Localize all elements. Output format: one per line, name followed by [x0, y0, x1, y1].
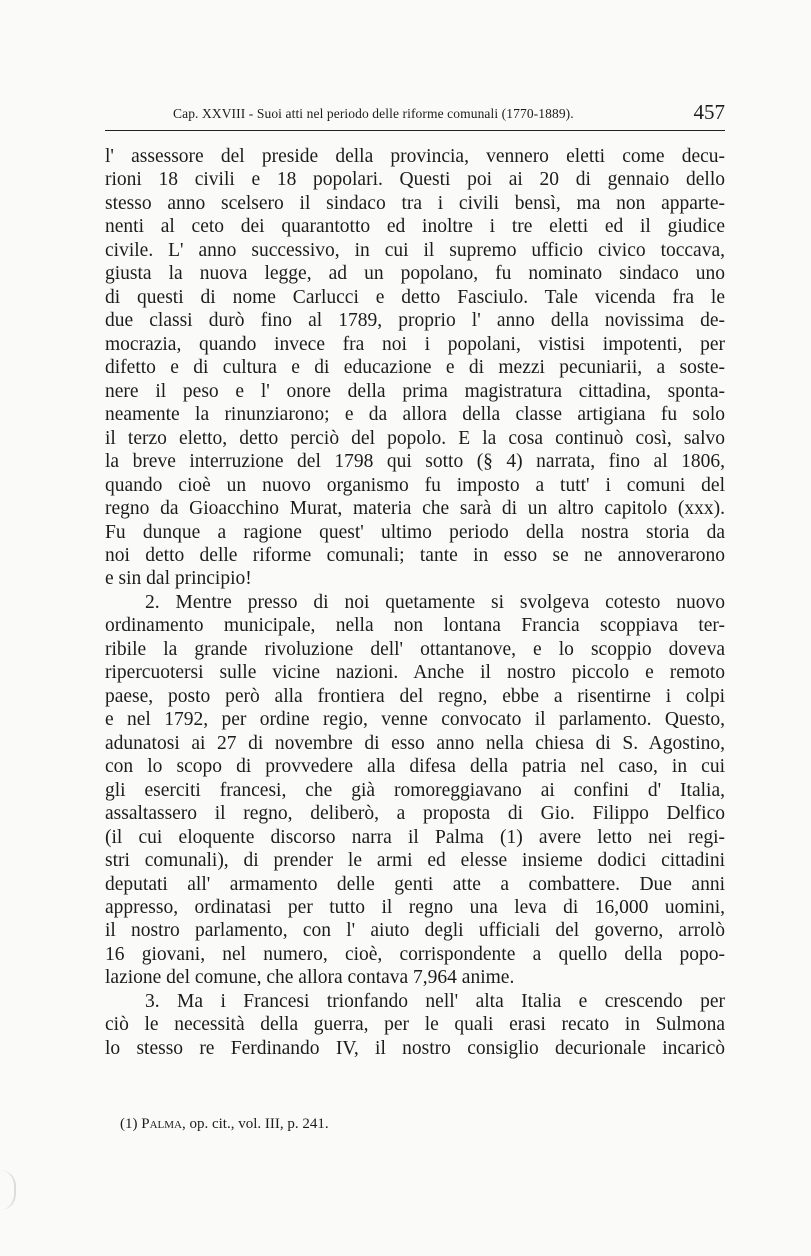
text-line: due classi durò fino al 1789, proprio l' anno della novissima de-: [105, 310, 725, 332]
text-line: con lo scopo di provvedere alla difesa della patria nel caso, in cui: [105, 756, 725, 778]
text-line: 16 giovani, nel numero, cioè, corrispondente a quello della popo-: [105, 943, 725, 965]
text-line: paese, posto però alla frontiera del regno, ebbe a risentirne i colpi: [105, 685, 725, 707]
text-line: il nostro parlamento, con l' aiuto degli ufficiali del governo, arrolò: [105, 920, 725, 942]
text-line: rioni 18 civili e 18 popolari. Questi poi ai 20 di gennaio dello: [105, 169, 725, 191]
text-line: ordinamento municipale, nella non lontana Francia scoppiava ter-: [105, 615, 725, 637]
text-line: nenti al ceto dei quarantotto ed inoltre i tre eletti ed il giudice: [105, 216, 725, 238]
footnote-marker: (1): [120, 1116, 138, 1132]
text-line: Fu dunque a ragione quest' ultimo periodo della nostra storia da: [105, 521, 725, 543]
text-line: regno da Gioacchino Murat, materia che sarà di un altro capitolo (xxx).: [105, 498, 725, 520]
text-line: mocrazia, quando invece fra noi i popolani, vistisi impotenti, per: [105, 333, 725, 355]
text-line: stesso anno scelsero il sindaco tra i civili bensì, ma non apparte-: [105, 192, 725, 214]
text-line: gli eserciti francesi, che già romoreggiavano ai confini d' Italia,: [105, 779, 725, 801]
text-line: (il cui eloquente discorso narra il Palma (1) avere letto nei regi-: [105, 826, 725, 848]
text-line: la breve interruzione del 1798 qui sotto (§ 4) narrata, fino al 1806,: [105, 451, 725, 473]
text-line: e sin dal principio!: [105, 568, 252, 590]
text-line: neamente la rinunziarono; e da allora della classe artigiana fu solo: [105, 404, 725, 426]
text-line: assaltassero il regno, deliberò, a proposta di Gio. Filippo Delfico: [105, 803, 725, 825]
text-line: stri comunali), di prender le armi ed elesse insieme dodici cittadini: [105, 850, 725, 872]
footnote-author: Palma: [141, 1116, 182, 1132]
text-line: deputati all' armamento delle genti atte a combattere. Due anni: [105, 873, 725, 895]
text-line: quando cioè un nuovo organismo fu imposto a tutt' i comuni del: [105, 474, 725, 496]
text-line: lo stesso re Ferdinando IV, il nostro consiglio decurionale incaricò: [105, 1037, 725, 1059]
text-line: appresso, ordinatasi per tutto il regno una leva di 16,000 uomini,: [105, 897, 725, 918]
paragraph-start-line: 3. Ma i Francesi trionfando nell' alta Italia e crescendo per: [145, 990, 725, 1012]
paragraph-start-line: 2. Mentre presso di noi quetamente si svolgeva cotesto nuovo: [145, 591, 725, 613]
text-line: giusta la nuova legge, ad un popolano, fu nominato sindaco uno: [105, 263, 725, 285]
footnote-reference: , op. cit., vol. III, p. 241.: [181, 1116, 329, 1132]
text-line: ribile la grande rivoluzione dell' ottantanove, e lo scoppio doveva: [105, 638, 725, 660]
running-title: Cap. XXVIII - Suoi atti nel periodo delle riforme comunali (1770-1889).: [173, 106, 574, 121]
page-number: 457: [693, 100, 725, 124]
body-text: [105, 145, 725, 1060]
footnote: [120, 1116, 329, 1133]
text-line: civile. L' anno successivo, in cui il supremo ufficio civico toccava,: [105, 239, 725, 261]
page-edge-mark: [0, 1170, 16, 1210]
text-line: e nel 1792, per ordine regio, venne convocato il parlamento. Questo,: [105, 709, 725, 731]
text-line: di questi di nome Carlucci e detto Fasciulo. Tale vicenda fra le: [105, 286, 725, 308]
text-line: ripercuotersi sulle vicine nazioni. Anche il nostro piccolo e remoto: [105, 662, 725, 684]
running-header: [105, 102, 725, 132]
text-line: nere il peso e l' onore della prima magistratura cittadina, sponta-: [105, 380, 725, 402]
text-line: noi detto delle riforme comunali; tante in esso se ne annoverarono: [105, 544, 725, 566]
text-line: difetto e di cultura e di educazione e di mezzi pecuniarii, a soste-: [105, 357, 725, 379]
text-line: l' assessore del preside della provincia, vennero eletti come decu-: [105, 146, 725, 167]
text-line: adunatosi ai 27 di novembre di esso anno nella chiesa di S. Agostino,: [105, 732, 725, 754]
text-line: lazione del comune, che allora contava 7,964 anime.: [105, 967, 515, 989]
text-line: il terzo eletto, detto perciò del popolo. E la cosa continuò così, salvo: [105, 427, 725, 449]
text-line: ciò le necessità della guerra, per le quali erasi recato in Sulmona: [105, 1014, 725, 1036]
header-rule: [105, 130, 725, 131]
